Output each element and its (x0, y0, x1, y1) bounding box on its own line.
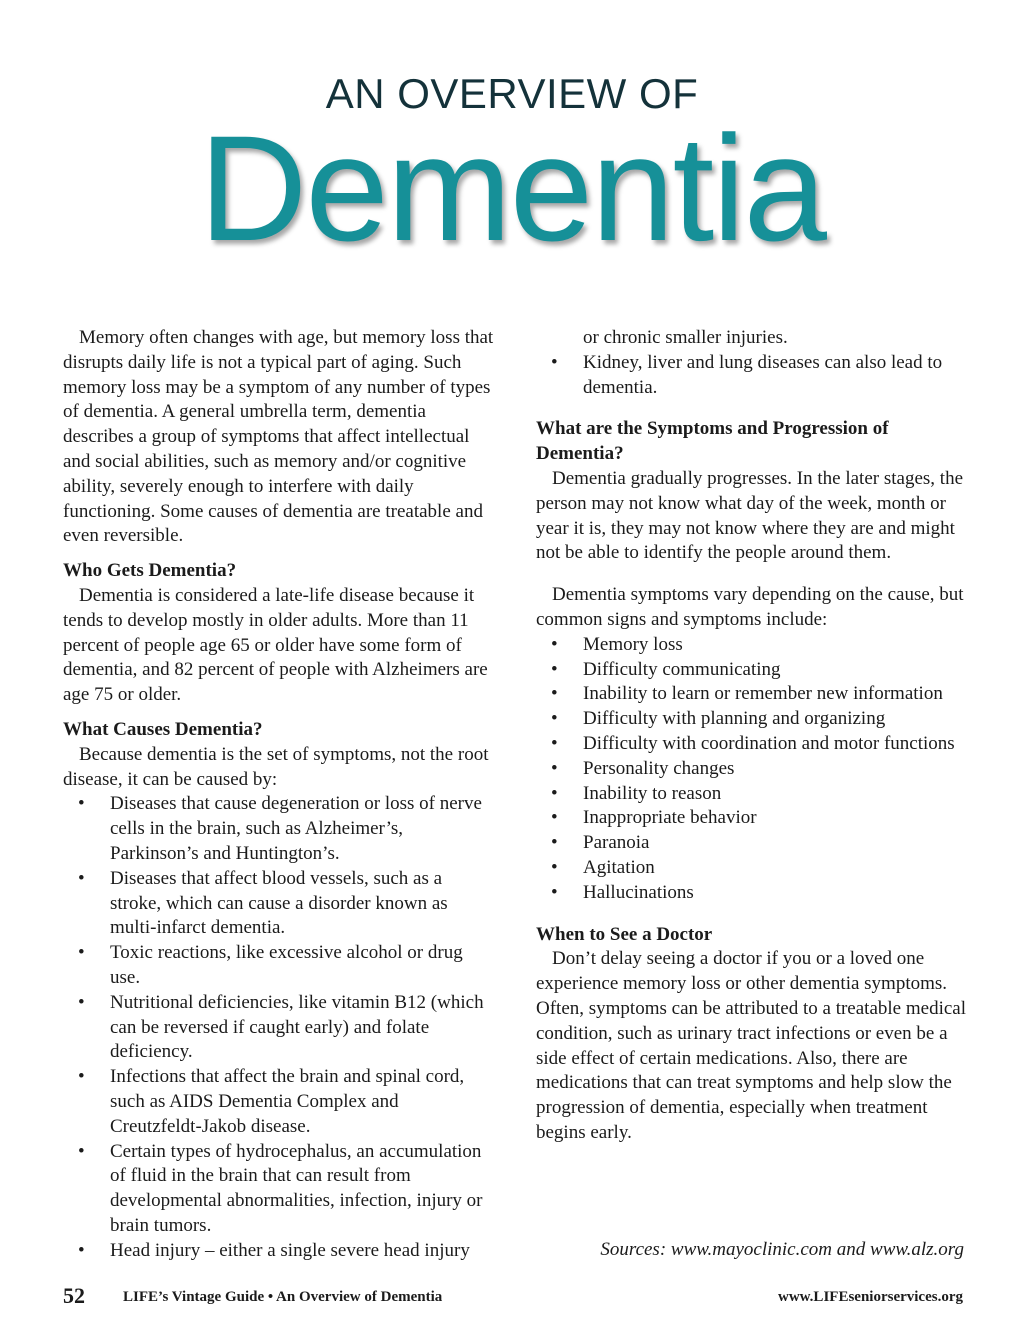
list-item (63, 991, 495, 1065)
page-number: 52 (63, 1283, 85, 1308)
page-footer (63, 1283, 963, 1309)
list-item (63, 1140, 495, 1239)
list-item-text: Paranoia (583, 832, 650, 854)
sources-note: Sources: www.mayoclinic.com and www.alz.org (600, 1239, 964, 1260)
list-item-text: Personality changes (583, 757, 735, 779)
list-item-text: or chronic smaller injuries. (583, 327, 788, 348)
website-url: www.LIFEseniorservices.org (778, 1289, 963, 1305)
right-column (536, 326, 966, 1146)
bullet-glyph: • (78, 793, 85, 815)
list-item (63, 941, 495, 991)
list-item-text: Agitation (583, 856, 655, 878)
list-item-text: Difficulty with coordination and motor functions (583, 732, 955, 754)
bullet-glyph: • (551, 807, 558, 829)
page-title: Dementia (199, 104, 825, 272)
list-item-text: Nutritional deficiencies, like vitamin B12 (which can be reversed if caught early) and folate deficiency. (110, 991, 484, 1063)
who-paragraph: Dementia is considered a late-life disease because it tends to develop mostly in older adults. More than 11 percent of people age 65 or older have some form of dementia, and 82 percent of people with Alzheimers are age 75 or older. (63, 584, 488, 706)
list-item (536, 351, 966, 401)
list-item-text: Inability to learn or remember new information (583, 683, 943, 705)
list-item (536, 831, 966, 856)
intro-paragraph: Memory often changes with age, but memory loss that disrupts daily life is not a typical part of aging. Such memory loss may be a symptom of any number of types of dementia. A general umbrella term, dementia describes a group of symptoms that affect intellectual and social abilities, such as memory and/or cognitive ability, severely enough to interfere with daily functioning. Some causes of dementia are treatable and even reversible. (63, 327, 494, 547)
bullet-glyph: • (78, 1239, 85, 1261)
symptoms-heading: What are the Symptoms and Progression of Dementia? (536, 418, 889, 465)
bullet-glyph: • (78, 1140, 85, 1162)
list-item-text: Memory loss (583, 633, 683, 655)
list-item (536, 806, 966, 831)
bullet-glyph: • (551, 881, 558, 903)
doctor-paragraph: Don’t delay seeing a doctor if you or a loved one experience memory loss or other dementia symptoms. Often, symptoms can be attributed to a treatable medical condition, such as urinary tract infections or even be a side effect of certain medications. Also, there are medications that can treat symptoms and help slow the progression of dementia, especially when treatment begins early. (536, 948, 966, 1143)
list-item-text: Diseases that cause degeneration or loss of nerve cells in the brain, such as Alzheimer’s, Parkinson’s and Huntington’s. (110, 793, 482, 864)
bullet-glyph: • (551, 832, 558, 854)
list-item-text: Diseases that affect blood vessels, such as a stroke, which can cause a disorder known as multi-infarct dementia. (110, 867, 448, 939)
kicker-heading: AN OVERVIEW OF (325, 70, 699, 117)
symptoms-list (536, 633, 966, 906)
bullet-glyph: • (78, 991, 85, 1013)
bullet-glyph: • (551, 856, 558, 878)
list-item (63, 1065, 495, 1139)
list-item (63, 1239, 495, 1264)
bullet-glyph: • (551, 633, 558, 655)
list-item (536, 707, 966, 732)
guide-title: LIFE’s Vintage Guide • An Overview of Dementia (123, 1289, 443, 1305)
list-item-text: Difficulty with planning and organizing (583, 708, 886, 730)
list-item-text: Head injury – either a single severe head injury (110, 1239, 470, 1261)
list-item (536, 682, 966, 707)
bullet-glyph: • (551, 708, 558, 730)
causes-list (63, 792, 495, 1263)
bullet-glyph: • (551, 658, 558, 680)
list-item-text: Kidney, liver and lung diseases can also lead to dementia. (583, 351, 943, 398)
symptoms-intro-paragraph: Dementia symptoms vary depending on the cause, but common signs and symptoms include: (536, 584, 964, 630)
bullet-glyph: • (78, 942, 85, 964)
list-item (536, 757, 966, 782)
bullet-glyph: • (551, 351, 558, 373)
list-item-text: Inappropriate behavior (583, 807, 757, 829)
list-item (536, 732, 966, 757)
left-column (63, 326, 495, 1263)
list-item-continuation (536, 326, 966, 351)
bullet-glyph: • (78, 1066, 85, 1088)
bullet-glyph: • (551, 683, 558, 705)
list-item-text: Difficulty communicating (583, 658, 781, 680)
bullet-glyph: • (551, 757, 558, 779)
causes-heading: What Causes Dementia? (63, 718, 263, 740)
list-item (536, 633, 966, 658)
list-item-text: Certain types of hydrocephalus, an accumulation of fluid in the brain that can result from developmental abnormalities, infection, injury or brain tumors. (110, 1140, 483, 1236)
bullet-glyph: • (78, 867, 85, 889)
bullet-glyph: • (551, 732, 558, 754)
list-item (536, 856, 966, 881)
list-item-text: Inability to reason (583, 782, 722, 804)
list-item (536, 782, 966, 807)
list-item (536, 658, 966, 683)
list-item-text: Toxic reactions, like excessive alcohol or drug use. (110, 942, 463, 988)
list-item (63, 792, 495, 866)
list-item-text: Hallucinations (583, 881, 694, 903)
causes-list-continued (536, 326, 966, 400)
who-heading: Who Gets Dementia? (63, 560, 237, 582)
list-item (63, 867, 495, 941)
list-item-text: Infections that affect the brain and spinal cord, such as AIDS Dementia Complex and Creutzfeldt-Jakob disease. (110, 1066, 465, 1137)
doctor-heading: When to See a Doctor (536, 923, 713, 945)
bullet-glyph: • (551, 782, 558, 804)
causes-paragraph: Because dementia is the set of symptoms, not the root disease, it can be caused by: (63, 743, 489, 790)
list-item (536, 881, 966, 906)
progression-paragraph: Dementia gradually progresses. In the later stages, the person may not know what day of the week, month or year it is, they may not know where they are and might not be able to identify the people around them. (536, 467, 963, 564)
